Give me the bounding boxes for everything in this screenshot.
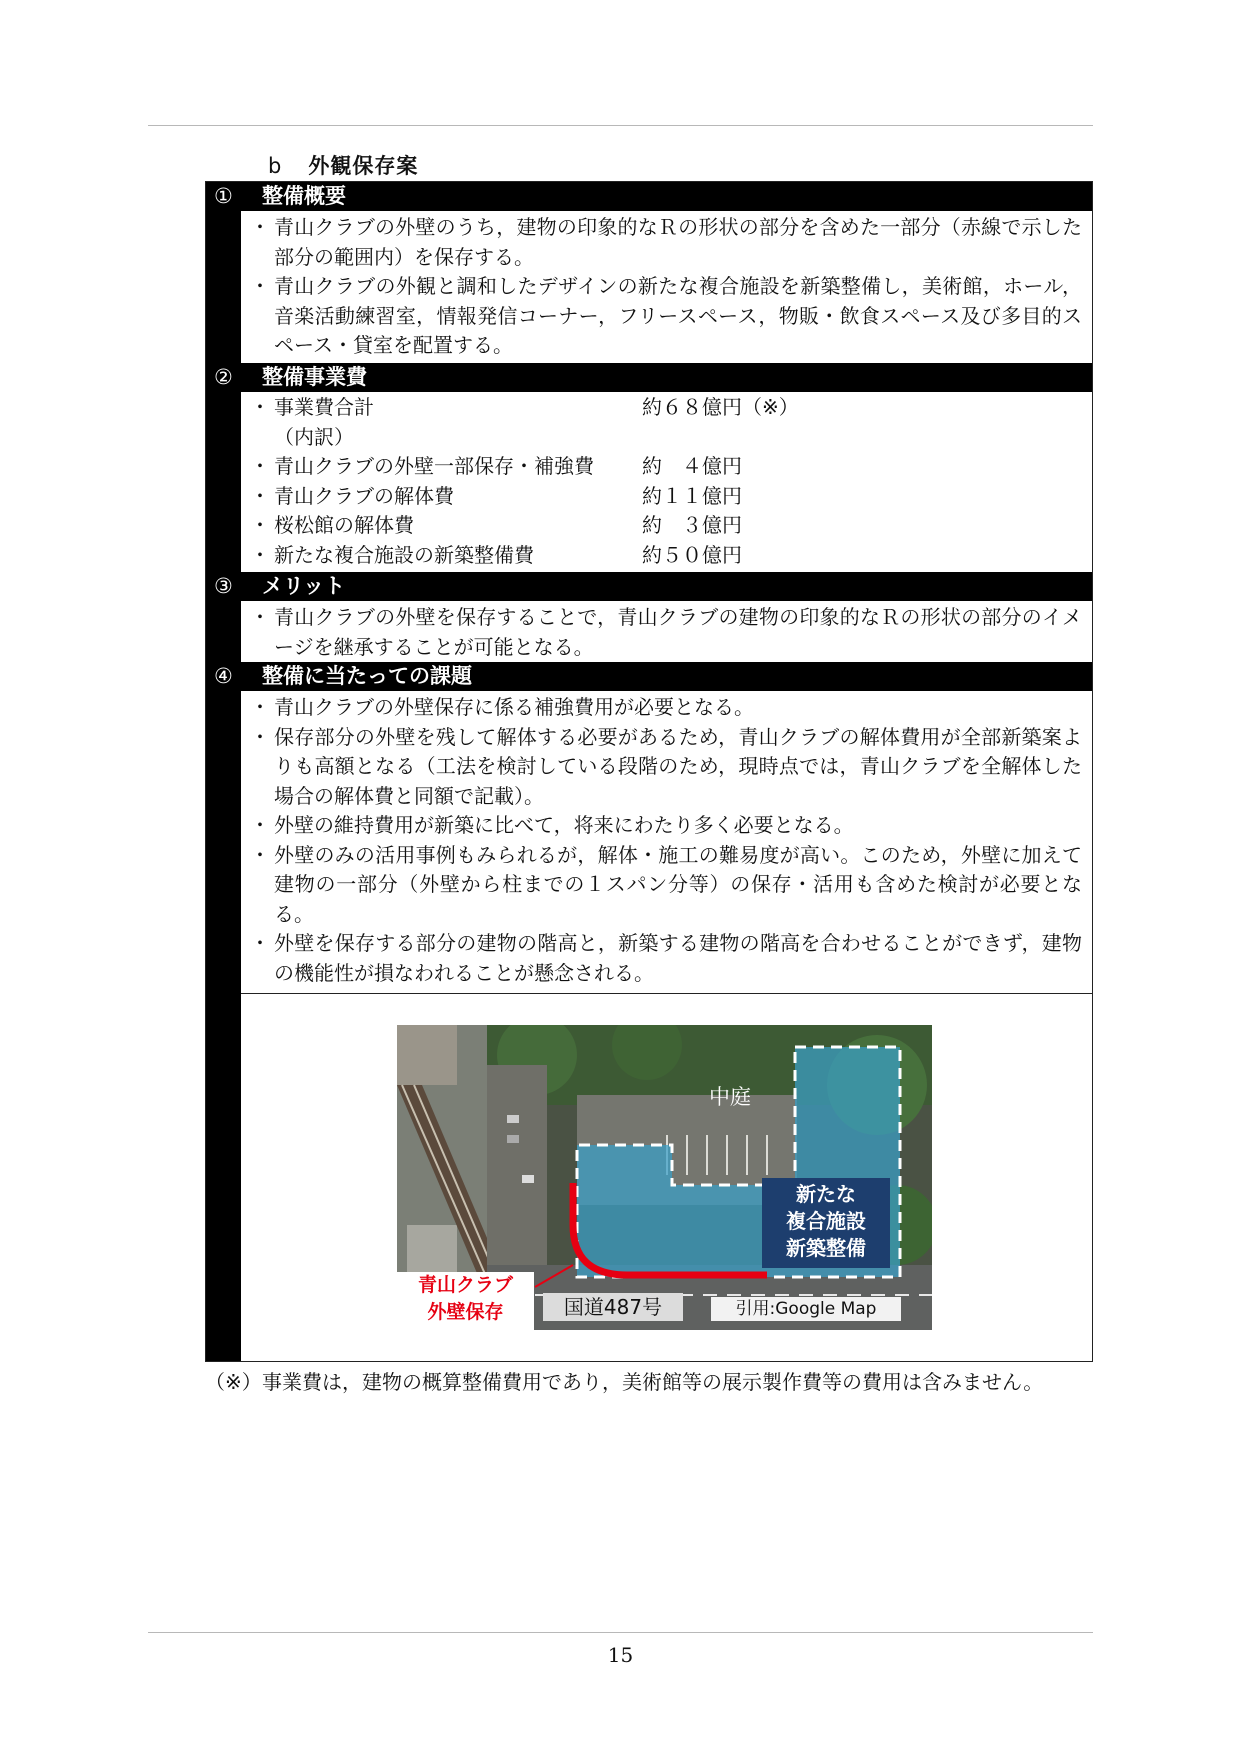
list-item: ・ 保存部分の外壁を残して解体する必要があるため，青山クラブの解体費用が全部新築案よりも高額となる（工法を検討している段階のため，現時点では，青山クラブを全解体した場合の解体費と同額で記載）。 [256,723,1082,812]
footnote-text: 事業費は，建物の概算整備費用であり，美術館等の展示製作費等の費用は含みません。 [262,1370,1044,1394]
list-item: ・ 青山クラブの外壁保存に係る補強費用が必要となる。 [256,693,1082,723]
cost-label: （内訳） [274,424,354,449]
issues-body [256,693,1082,988]
header-cost [206,363,1092,392]
cost-value: 約１１億円 [642,483,742,508]
header-merit [206,572,1092,601]
header-number: ① [214,184,233,208]
footer-rule [148,1632,1093,1633]
header-title: 整備に当たっての課題 [262,664,472,688]
cost-label: ・ 青山クラブの外壁一部保存・補強費 [256,452,642,482]
header-title: メリット [262,574,346,598]
cost-value: 約 ４億円 [642,454,742,478]
cost-row [256,423,1082,453]
footnote-mark: （※） [205,1370,262,1394]
new-facility-line: 複合施設 [786,1209,866,1233]
cost-value: 約６８億円（※） [642,395,799,419]
header-title: 整備概要 [262,184,346,208]
cost-value: 約 ３億円 [642,513,742,537]
cost-row [256,452,1082,482]
header-number: ④ [214,664,233,688]
cost-row [256,393,1082,423]
page-number: 15 [607,1643,634,1667]
preserved-wall-line: 外壁保存 [427,1301,504,1323]
cost-row [256,482,1082,512]
merit-body [256,603,1082,662]
list-item: ・ 青山クラブの外壁を保存することで，青山クラブの建物の印象的なＲの形状の部分のイメージを継承することが可能となる。 [256,603,1082,662]
cost-label: ・ 事業費合計 [256,393,642,423]
cost-row [256,511,1082,541]
footnote [205,1367,1095,1397]
section-title: 外観保存案 [308,154,419,178]
list-item: ・ 外壁のみの活用事例もみられるが，解体・施工の難易度が高い。このため，外壁に加えて建物の一部分（外壁から柱までの１スパン分等）の保存・活用も含めた検討が必要となる。 [256,841,1082,930]
row-divider [241,993,1092,994]
header-title: 整備事業費 [262,365,367,389]
list-item: ・ 青山クラブの外観と調和したデザインの新たな複合施設を新築整備し，美術館，ホール，音楽活動練習室，情報発信コーナー，フリースペース，物販・飲食スペース及び多目的スペース・貸室を配置する。 [256,272,1082,361]
preserved-wall-line: 青山クラブ [417,1274,513,1296]
list-item: ・ 青山クラブの外壁のうち，建物の印象的なＲの形状の部分を含めた一部分（赤線で示した部分の範囲内）を保存する。 [256,213,1082,272]
new-facility-line: 新たな [796,1182,856,1206]
header-issues [206,662,1092,691]
preserved-wall-label [397,1272,534,1326]
new-facility-line: 新築整備 [786,1236,866,1260]
left-rail [206,182,241,1361]
cost-label: ・ 青山クラブの解体費 [256,482,642,512]
cost-value: 約５０億円 [642,542,742,567]
cost-body [256,393,1082,570]
aerial-map [397,1025,932,1330]
header-overview [206,182,1092,211]
cost-label: ・ 新たな複合施設の新築整備費 [256,541,642,571]
cost-row [256,541,1082,571]
header-number: ③ [214,574,233,598]
header-number: ② [214,365,233,389]
new-facility-label [762,1181,890,1262]
list-item: ・ 外壁を保存する部分の建物の階高と，新築する建物の階高を合わせることができず，建物の機能性が損なわれることが懸念される。 [256,929,1082,988]
map-credit: 引用:Google Map [735,1299,877,1319]
section-heading [268,150,418,180]
section-letter: b [268,154,283,178]
header-rule [148,125,1093,126]
list-item: ・ 外壁の維持費用が新築に比べて，将来にわたり多く必要となる。 [256,811,1082,841]
overview-body [256,213,1082,361]
road-label: 国道487号 [563,1295,663,1319]
courtyard-label: 中庭 [709,1085,751,1109]
cost-label: ・ 桜松館の解体費 [256,511,642,541]
